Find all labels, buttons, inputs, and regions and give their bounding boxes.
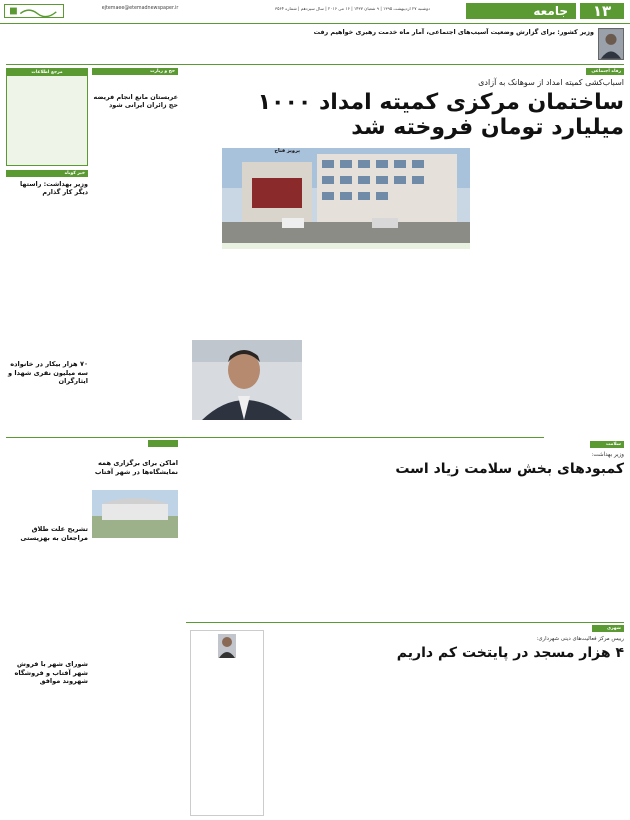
minister-photo	[598, 28, 624, 60]
brief-body-3	[6, 544, 88, 644]
top-strip-body	[114, 38, 594, 60]
city-headline: ۴ هزار مسجد در پایتخت کم داریم	[396, 645, 624, 661]
city-body-col-4	[332, 666, 402, 816]
hajj-story	[92, 68, 178, 362]
columnist-box	[258, 148, 300, 188]
divider	[6, 64, 624, 65]
city-body-col-2	[480, 666, 550, 816]
health-body-col-4	[268, 482, 354, 620]
brief-headline-2: ۷۰ هزار بیکار در خانواده سه میلیون نفری شهدا و ایثارگران	[8, 360, 88, 385]
city-body-col-5	[268, 666, 328, 816]
lead-headline: ساختمان مرکزی کمیته امداد ۱۰۰۰ میلیارد تومان فروخته شد	[257, 90, 624, 140]
newspaper-logo	[4, 4, 64, 18]
health-body-col-2	[448, 482, 534, 620]
sports-photo	[192, 340, 302, 420]
columnist-name: پرویز فتاح	[274, 148, 300, 154]
health-body-col-3	[358, 482, 444, 620]
date-line: دوشنبه ۲۷ اردیبهشت ۱۳۹۵ | ۹ شعبان ۱۴۳۷ | ۱۶ می ۲۰۱۶ | سال سیزدهم | شماره ۳۵۶۴	[274, 6, 430, 11]
interview-text	[191, 661, 263, 811]
columnist-bio	[258, 155, 300, 183]
hajj-body	[92, 112, 178, 362]
exhibition-photo-icon	[92, 490, 178, 538]
section-title: جامعه	[466, 3, 576, 19]
lead-kicker: رفاه اجتماعی	[586, 68, 624, 75]
page-header	[0, 0, 630, 24]
brief-body-2	[6, 388, 88, 508]
city-story-kicker	[148, 440, 178, 447]
hajj-kicker: حج و زیارت	[92, 68, 178, 75]
divider	[186, 622, 624, 623]
city-story-overline	[92, 449, 178, 459]
city-story-photo	[92, 490, 178, 538]
hajj-overline	[92, 77, 178, 91]
city-overline: رییس مرکز فعالیت‌های دینی شهرداری:	[536, 636, 624, 642]
lead-overline: اسباب‌کشی کمیته امداد از سوهانک به آزادی	[478, 78, 624, 87]
opinion-text	[180, 68, 252, 238]
lead-body-col-2	[348, 252, 470, 430]
brief-body-4	[6, 688, 88, 816]
city-body-col-1	[554, 666, 624, 816]
info-box-text	[7, 76, 87, 164]
left-brief-2	[6, 360, 88, 508]
divider	[6, 437, 544, 438]
health-overline: وزیر بهداشت:	[591, 452, 624, 458]
lead-body-col-1	[474, 148, 624, 430]
opinion-column	[180, 68, 252, 238]
brief-body-1	[6, 198, 88, 348]
person-portrait-icon	[192, 340, 302, 420]
left-brief-1	[6, 170, 88, 348]
left-brief-4	[6, 660, 88, 816]
newspaper-logo-icon	[5, 5, 63, 17]
city-body-col-3	[406, 666, 476, 816]
health-kicker: سلامت	[590, 441, 624, 448]
health-headline: کمبودهای بخش سلامت زیاد است	[395, 461, 624, 477]
info-box	[6, 68, 88, 166]
city-story	[92, 440, 178, 476]
city-story-body	[92, 542, 178, 792]
brief-headline-4: شورای شهر با فروش شهر آفتاب و فروشگاه شهروند موافق	[14, 660, 88, 685]
section-email[interactable]: ejtemaee@etemadnewspaper.ir	[101, 6, 179, 11]
person-portrait-icon	[599, 29, 623, 59]
info-box-kicker: مرجع اطلاعات	[7, 69, 87, 76]
page-number: ۱۳	[580, 3, 624, 19]
top-strip-headline: وزیر کشور: برای گزارش وضعیت آسیب‌های اجتماعی، آمار ماه خدمت رهبری خواهیم رفت	[313, 28, 594, 36]
interviewee-photo	[218, 634, 236, 658]
lead-photo-caption	[222, 243, 470, 249]
interview-box	[190, 630, 264, 816]
brief-kicker: خبر کوتاه	[6, 170, 88, 177]
brief-headline-1: وزیر بهداشت: راستها دیگر کار گذارم	[20, 180, 88, 196]
person-portrait-icon	[218, 634, 236, 658]
left-brief-3	[6, 525, 88, 644]
brief-headline-3: تشریح علت طلاق مراجعان به بهزیستی	[20, 525, 88, 542]
hajj-headline: عربستان مانع انجام فریضه حج زائران ایرانی شود	[93, 93, 178, 109]
city-story-headline: اماکن برای برگزاری همه نمایشگاه‌ها در شهر آفتاب	[94, 459, 178, 476]
health-body-col-5	[184, 482, 264, 620]
city-kicker: شهری	[592, 625, 624, 632]
health-body-col-1	[538, 482, 624, 620]
